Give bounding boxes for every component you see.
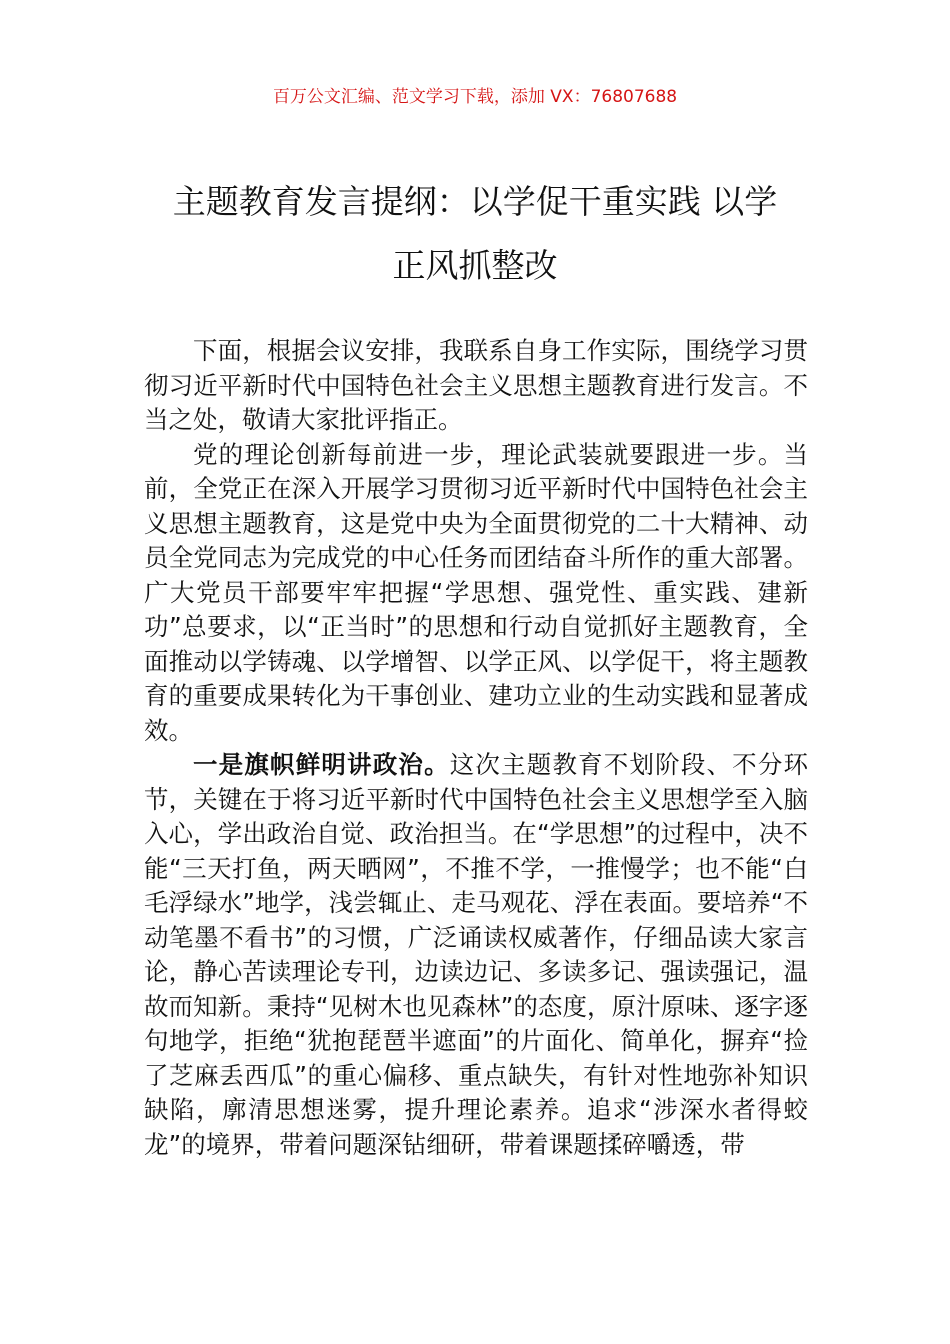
paragraph-context [144, 438, 808, 749]
paragraph-intro [144, 334, 808, 438]
paragraph-point-one [144, 748, 808, 1162]
paragraph-lead-heading: 一是旗帜鲜明讲政治。 [193, 750, 450, 779]
paragraph-text: 党的理论创新每前进一步，理论武装就要跟进一步。当前，全党正在深入开展学习贯彻习近平新时代中国特色社会主义思想主题教育，这是党中央为全面贯彻党的二十大精神、动员全党同志为完成党的中心任务而团结奋斗所作的重大部署。广大党员干部要牢牢把握“学思想、强党性、重实践、建新功”总要求，以“正当时”的思想和行动自觉抓好主题教育，全面推动以学铸魂、以学增智、以学正风、以学促干，将主题教育的重要成果转化为干事创业、建功立业的生动实践和显著成效。 [144, 439, 808, 745]
paragraph-text: 下面，根据会议安排，我联系自身工作实际，围绕学习贯彻习近平新时代中国特色社会主义思想主题教育进行发言。不当之处，敬请大家批评指正。 [144, 336, 808, 434]
paragraph-text: 这次主题教育不划阶段、不分环节，关键在于将习近平新时代中国特色社会主义思想学至入脑入心，学出政治自觉、政治担当。在“学思想”的过程中，决不能“三天打鱼，两天晒网”，不推不学，一推慢学；也不能“白毛浮绿水”地学，浅尝辄止、走马观花、浮在表面。要培养“不动笔墨不看书”的习惯，广泛诵读权威著作，仔细品读大家言论，静心苦读理论专刊，边读边记、多读多记、强读强记，温故而知新。秉持“见树木也见森林”的态度，原汁原味、逐字逐句地学，拒绝“犹抱琵琶半遮面”的片面化、简单化，摒弃“捡了芝麻丢西瓜”的重心偏移、重点缺失，有针对性地弥补知识缺陷，廓清思想迷雾，提升理论素养。追求“涉深水者得蛟龙”的境界，带着问题深钻细研，带着课题揉碎嚼透，带 [144, 750, 809, 1159]
title-line-1: 主题教育发言提纲：以学促干重实践 以学 [172, 182, 778, 221]
title-line-2: 正风抓整改 [392, 246, 558, 285]
document-title [130, 170, 820, 298]
document-body [144, 334, 808, 1162]
promo-header-note: 百万公文汇编、范文学习下载，添加 VX：76807688 [272, 87, 678, 107]
